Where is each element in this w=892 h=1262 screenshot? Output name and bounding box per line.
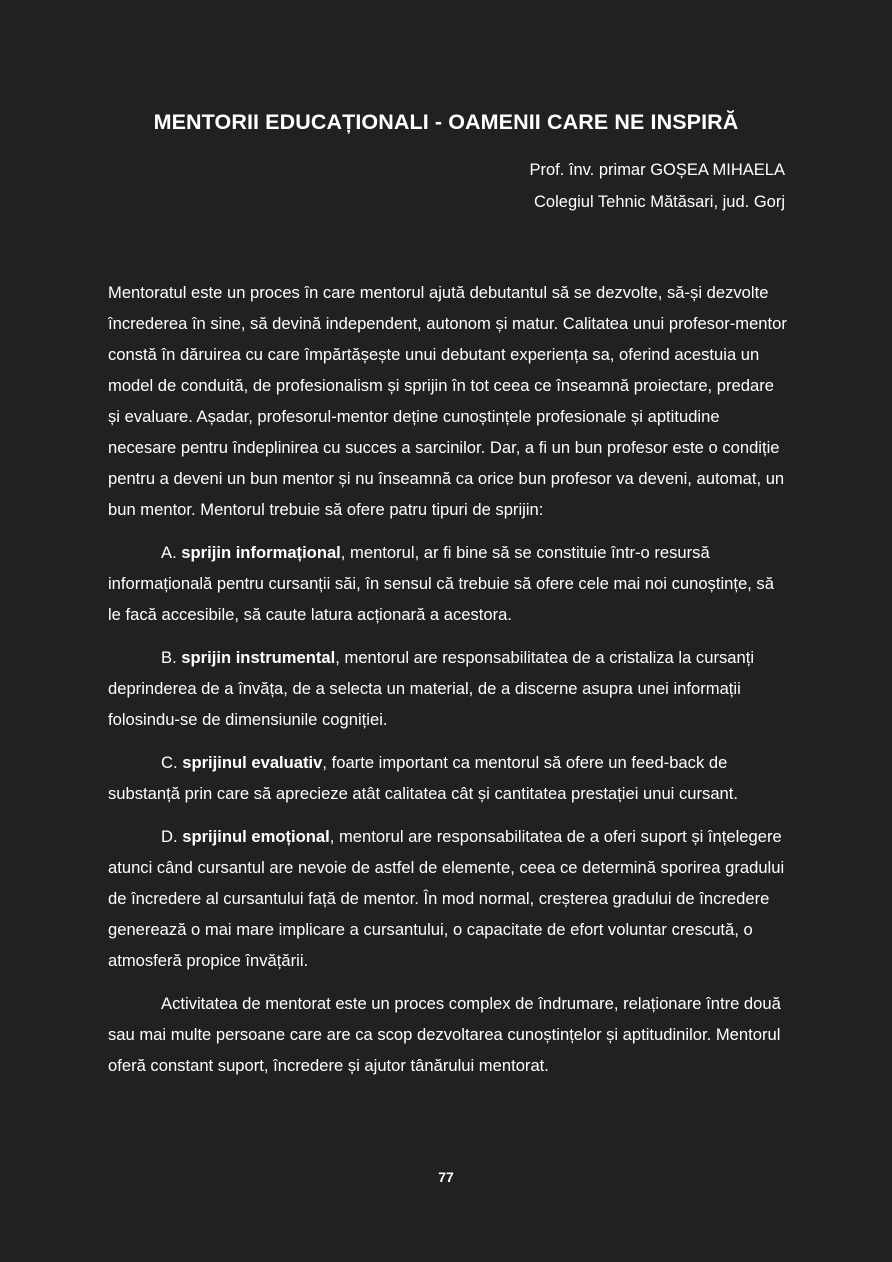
support-item-b <box>108 642 788 735</box>
item-term: sprijin instrumental <box>181 648 336 667</box>
item-letter: C. <box>161 753 183 772</box>
article-body <box>108 277 788 1093</box>
item-letter: A. <box>161 543 182 562</box>
item-text: , foarte important ca mentorul să ofere un feed-back de substanță prin care să aprecieze atât calitatea cât și cantitatea prestației unui cursant. <box>108 753 738 803</box>
item-text: , mentorul, ar fi bine să se constituie într-o resursă informațională pentru cursanții săi, în sensul că trebuie să ofere cele mai noi cunoștințe, să le facă accesibile, să caute latura acționară a acestora. <box>108 543 774 624</box>
page-number: 77 <box>438 1169 454 1185</box>
page-title: MENTORII EDUCAȚIONALI - OAMENII CARE NE INSPIRĂ <box>153 110 739 134</box>
support-item-d <box>108 821 788 976</box>
institution-line: Colegiul Tehnic Mătăsari, jud. Gorj <box>534 193 785 211</box>
author-line: Prof. înv. primar GOȘEA MIHAELA <box>529 161 785 179</box>
support-item-c <box>108 747 788 809</box>
item-term: sprijin informațional <box>181 543 341 562</box>
item-letter: B. <box>161 648 182 667</box>
item-term: sprijinul evaluativ <box>182 753 323 772</box>
item-term: sprijinul emoțional <box>182 827 330 846</box>
support-item-a <box>108 537 788 630</box>
item-letter: D. <box>161 827 183 846</box>
conclusion-paragraph: Activitatea de mentorat este un proces complex de îndrumare, relaționare între două sau mai multe persoane care are ca scop dezvoltarea cunoștințelor și aptitudinilor. Mentorul oferă constant suport, încredere și ajutor tânărului mentorat. <box>108 994 781 1075</box>
intro-paragraph: Mentoratul este un proces în care mentorul ajută debutantul să se dezvolte, să-și dezvolte încrederea în sine, să devină independent, autonom și matur. Calitatea unui profesor-mentor constă în dăruirea cu care împărtășește unui debutant experiența sa, oferind acestuia un model de conduită, de profesionalism și sprijin în tot ceea ce înseamnă proiectare, predare și evaluare. Așadar, profesorul-mentor deține cunoștințele profesionale și aptitudine necesare pentru îndeplinirea cu succes a sarcinilor. Dar, a fi un bun profesor este o condiție pentru a deveni un bun mentor și nu înseamnă ca orice bun profesor va deveni, automat, un bun mentor. Mentorul trebuie să ofere patru tipuri de sprijin: <box>108 283 787 519</box>
item-text: , mentorul are responsabilitatea de a cristaliza la cursanți deprinderea de a învăța, de a selecta un material, de a discerne asupra unei informații folosindu-se de dimensiunile cogniției. <box>108 648 755 729</box>
item-text: , mentorul are responsabilitatea de a oferi suport și înțelegere atunci când cursantul are nevoie de astfel de elemente, ceea ce determină sporirea gradului de încredere al cursantului față de mentor. În mod normal, creșterea gradului de încredere generează o mai mare implicare a cursantului, o capacitate de efort voluntar crescută, o atmosferă propice învățării. <box>108 827 785 970</box>
